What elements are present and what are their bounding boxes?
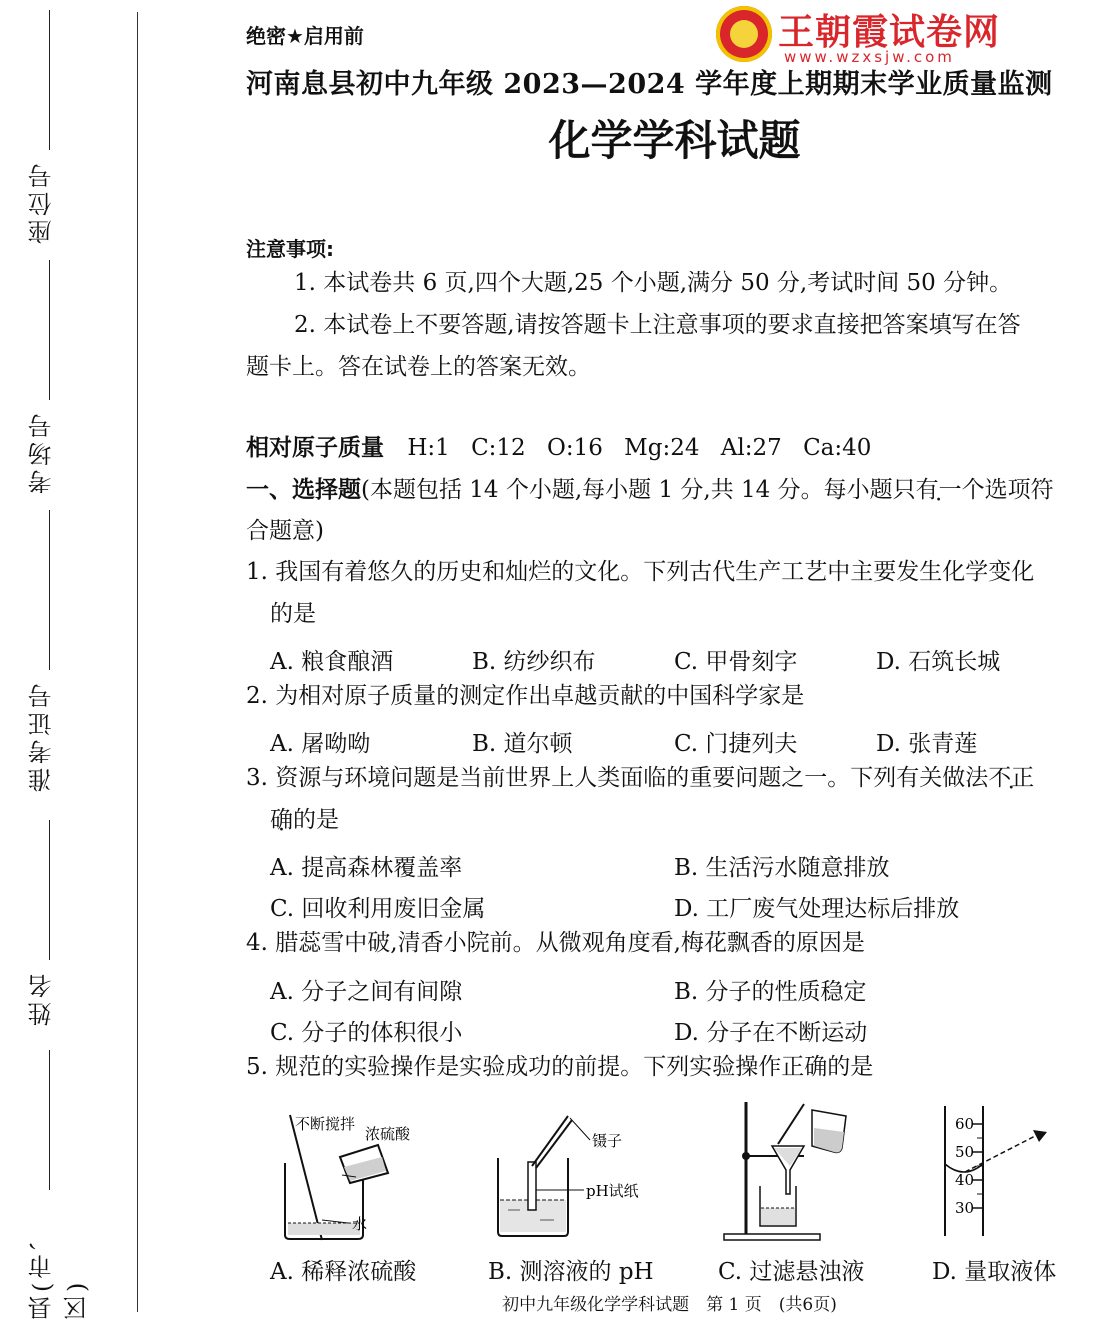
exam-room-field[interactable]	[4, 260, 64, 510]
section1-desc-line2: 合题意)	[246, 518, 324, 544]
atomic-mass-label: 相对原子质量	[246, 435, 384, 461]
subject-title: 化学学科试题	[548, 116, 801, 165]
q5-option-d[interactable]: D. 量取液体	[932, 1259, 1057, 1285]
secret-mark: 绝密★启用前	[246, 24, 364, 48]
notice-heading: 注意事项:	[246, 237, 334, 261]
q2-option-c[interactable]: C. 门捷列夫	[674, 731, 798, 757]
q5-option-a[interactable]: A. 稀释浓硫酸	[270, 1259, 417, 1285]
eye-icon	[1033, 1130, 1047, 1142]
q4-stem: 4. 腊蕊雪中破,清香小院前。从微观角度看,梅花飘香的原因是	[246, 930, 865, 956]
q2-option-d[interactable]: D. 张青莲	[876, 731, 978, 757]
admission-number-blank[interactable]	[49, 510, 50, 670]
q3-option-c[interactable]: C. 回收利用废旧金属	[270, 896, 486, 922]
section1-desc-a: (本题包括 14 个小题,每小题 1 分,共 14 分。每小题	[361, 477, 893, 503]
figure-d-tick-30: 30	[955, 1199, 975, 1217]
name-blank[interactable]	[49, 820, 50, 960]
name-field[interactable]	[4, 820, 64, 1050]
binding-line	[137, 12, 138, 1312]
q2-option-a[interactable]: A. 屠呦呦	[270, 731, 371, 757]
exam-room-blank[interactable]	[49, 260, 50, 400]
q3-stem-emphasis-2: 确	[270, 807, 293, 833]
section1-desc-b: 选项符	[984, 477, 1054, 503]
figure-b-paper-label: pH试纸	[586, 1182, 639, 1200]
section1-title: 一、选择题	[246, 477, 361, 503]
figure-b-test-ph	[490, 1110, 670, 1245]
q2-stem: 2. 为相对原子质量的测定作出卓越贡献的中国科学家是	[246, 683, 805, 709]
figure-d-tick-40: 40	[955, 1171, 975, 1189]
q1-option-c[interactable]: C. 甲骨刻字	[674, 649, 798, 675]
name-label: 姓名	[28, 970, 56, 1026]
figure-a-dilute-acid	[270, 1105, 430, 1245]
exam-room-label: 考场号	[28, 410, 56, 494]
site-logo[interactable]	[716, 6, 1036, 66]
notice-item-2-line1: 2. 本试卷上不要答题,请按答题卡上注意事项的要求直接把答案填写在答	[294, 312, 1021, 338]
atomic-mass-values: H:1 C:12 O:16 Mg:24 Al:27 Ca:40	[407, 435, 872, 461]
notice-item-1: 1. 本试卷共 6 页,四个大题,25 个小题,满分 50 分,考试时间 50 分钟。	[294, 270, 1013, 296]
figure-b-tweezers-label: 镊子	[592, 1132, 623, 1150]
county-label: 县(市、区)	[28, 1222, 91, 1320]
section1-desc-emphasis: 只有一个	[892, 477, 985, 503]
logo-brand: 王朝霞试卷网	[778, 12, 1001, 53]
section1-heading	[246, 470, 1054, 511]
q1-option-a[interactable]: A. 粮食酿酒	[270, 649, 394, 675]
figure-d-cylinder	[925, 1100, 1065, 1240]
q3-stem-text: 3. 资源与环境问题是当前世界上人类面临的重要问题之一。下列有关做法	[246, 765, 989, 791]
admission-number-label: 准考证号	[28, 680, 56, 792]
q4-option-a[interactable]: A. 分子之间有间隙	[270, 979, 463, 1005]
seat-number-label: 座位号	[28, 160, 56, 244]
q3-option-d[interactable]: D. 工厂废气处理达标后排放	[674, 896, 960, 922]
figure-a-acid-label: 浓硫酸	[365, 1125, 411, 1143]
figure-d-tick-60: 60	[955, 1115, 975, 1133]
atomic-mass-row	[246, 428, 871, 469]
figure-a-stir-label: 不断搅拌	[295, 1115, 356, 1133]
page-footer: 初中九年级化学学科试题 第 1 页 (共6页)	[502, 1295, 837, 1315]
q1-stem-line1: 1. 我国有着悠久的历史和灿烂的文化。下列古代生产工艺中主要发生化学变化	[246, 559, 1035, 585]
q4-option-d[interactable]: D. 分子在不断运动	[674, 1020, 868, 1046]
q5-stem: 5. 规范的实验操作是实验成功的前提。下列实验操作正确的是	[246, 1054, 874, 1080]
q4-option-b[interactable]: B. 分子的性质稳定	[674, 979, 867, 1005]
county-field[interactable]	[4, 1050, 91, 1320]
q1-option-b[interactable]: B. 纺纱织布	[472, 649, 596, 675]
q3-stem-line2	[270, 800, 339, 841]
q1-stem-line2: 的是	[270, 601, 316, 627]
q4-option-c[interactable]: C. 分子的体积很小	[270, 1020, 463, 1046]
logo-emblem-icon	[716, 6, 772, 62]
q3-stem-emphasis: 不正	[988, 765, 1035, 791]
q3-stem-line1	[246, 758, 1034, 799]
exam-title: 河南息县初中九年级 2023—2024 学年度上期期末学业质量监测	[246, 69, 1053, 100]
figure-c-filtration	[720, 1098, 870, 1248]
logo-url: www.wzxsjw.com	[784, 48, 955, 66]
figure-a-water-label: 水	[352, 1215, 368, 1233]
figure-d-tick-50: 50	[955, 1143, 975, 1161]
notice-item-2-line2: 题卡上。答在试卷上的答案无效。	[246, 354, 591, 380]
county-blank[interactable]	[49, 1050, 50, 1190]
q1-option-d[interactable]: D. 石筑长城	[876, 649, 1001, 675]
q3-option-a[interactable]: A. 提高森林覆盖率	[270, 855, 463, 881]
q3-stem-tail: 的是	[293, 807, 339, 833]
admission-number-field[interactable]	[4, 510, 64, 810]
q5-option-b[interactable]: B. 测溶液的 pH	[488, 1259, 654, 1285]
q5-option-c[interactable]: C. 过滤悬浊液	[718, 1259, 865, 1285]
q3-option-b[interactable]: B. 生活污水随意排放	[674, 855, 890, 881]
q2-option-b[interactable]: B. 道尔顿	[472, 731, 573, 757]
